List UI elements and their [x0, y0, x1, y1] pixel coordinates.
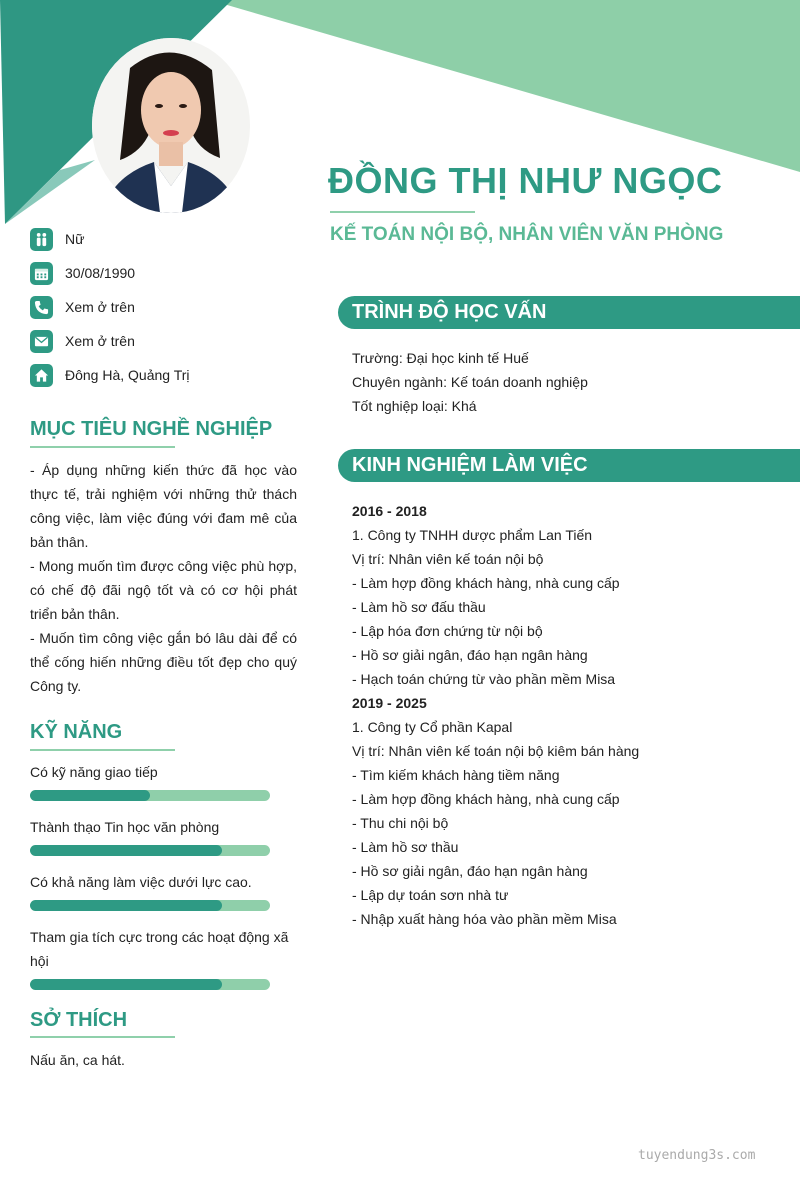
- home-icon: [30, 364, 53, 387]
- contact-birthday: [30, 256, 310, 290]
- avatar: [92, 38, 250, 213]
- job-line: Vị trí: Nhân viên kế toán nội bộ kiêm bán hàng: [352, 743, 640, 759]
- phone-text: Xem ở trên: [65, 299, 135, 315]
- job-line: Vị trí: Nhân viên kế toán nội bộ: [352, 551, 544, 567]
- skill-item: [30, 815, 300, 856]
- skill-item: [30, 925, 300, 990]
- skill-label: Có khả năng làm việc dưới lực cao.: [30, 874, 252, 890]
- job-line: - Làm hợp đồng khách hàng, nhà cung cấp: [352, 791, 620, 807]
- contact-gender: [30, 222, 310, 256]
- objective-paragraph: - Mong muốn tìm được công việc phù hợp, có chế độ đãi ngộ tốt và có cơ hội phát triển bản thân.: [30, 558, 297, 622]
- skill-item: [30, 870, 300, 911]
- job-line: 1. Công ty TNHH dược phẩm Lan Tiến: [352, 527, 593, 543]
- hobbies-heading: SỞ THÍCH: [30, 1009, 128, 1031]
- contact-email: [30, 324, 310, 358]
- phone-icon: [30, 296, 53, 319]
- skill-bar-fill: [30, 900, 222, 911]
- skill-label: Có kỹ năng giao tiếp: [30, 764, 158, 780]
- address-text: Đông Hà, Quảng Trị: [65, 367, 190, 383]
- gender-icon: [30, 228, 53, 251]
- experience-details: [352, 499, 782, 931]
- skill-label: Thành thạo Tin học văn phòng: [30, 819, 220, 835]
- job-line: - Hồ sơ giải ngân, đáo hạn ngân hàng: [352, 647, 588, 663]
- education-line: Tốt nghiệp loại: Khá: [352, 398, 477, 414]
- job-title: KẾ TOÁN NỘI BỘ, NHÂN VIÊN VĂN PHÒNG: [330, 224, 724, 245]
- skill-bar: [30, 845, 270, 856]
- hobbies-divider: [30, 1036, 175, 1038]
- contact-address: [30, 358, 310, 392]
- objective-divider: [30, 446, 175, 448]
- job-line: - Làm hợp đồng khách hàng, nhà cung cấp: [352, 575, 620, 591]
- education-line: Chuyên ngành: Kế toán doanh nghiệp: [352, 374, 588, 390]
- experience-heading: KINH NGHIỆM LÀM VIỆC: [338, 449, 800, 482]
- skill-item: [30, 760, 300, 801]
- education-heading: TRÌNH ĐỘ HỌC VẤN: [338, 296, 800, 329]
- candidate-name: ĐỒNG THỊ NHƯ NGỌC: [328, 160, 723, 201]
- contact-list: [30, 222, 310, 392]
- objective-paragraph: - Muốn tìm công việc gắn bó lâu dài để có thể cống hiến những điều tốt đẹp cho quý Công ty.: [30, 630, 297, 694]
- job-line: - Thu chi nội bộ: [352, 815, 449, 831]
- job-line: - Hạch toán chứng từ vào phần mềm Misa: [352, 671, 616, 687]
- email-icon: [30, 330, 53, 353]
- email-text: Xem ở trên: [65, 333, 135, 349]
- job-line: - Làm hồ sơ thầu: [352, 839, 459, 855]
- job-years: 2019 - 2025: [352, 695, 427, 711]
- skill-bar-fill: [30, 790, 150, 801]
- job-line: - Lập hóa đơn chứng từ nội bộ: [352, 623, 543, 639]
- skills-heading: KỸ NĂNG: [30, 721, 123, 743]
- job-line: - Làm hồ sơ đấu thầu: [352, 599, 486, 615]
- hobbies-text: Nấu ăn, ca hát.: [30, 1052, 125, 1068]
- job-line: - Hồ sơ giải ngân, đáo hạn ngân hàng: [352, 863, 588, 879]
- gender-text: Nữ: [65, 231, 85, 247]
- skill-bar-fill: [30, 979, 222, 990]
- job-line: - Tìm kiếm khách hàng tiềm năng: [352, 767, 560, 783]
- skills-divider: [30, 749, 175, 751]
- name-divider: [330, 211, 475, 213]
- skill-bar: [30, 900, 270, 911]
- objective-paragraph: - Áp dụng những kiến thức đã học vào thực tế, trải nghiệm với những thử thách công việc, làm việc đúng với đam mê của bản thân.: [30, 462, 297, 550]
- objective-heading: MỤC TIÊU NGHỀ NGHIỆP: [30, 418, 273, 440]
- objective-text: [30, 458, 297, 698]
- contact-phone: [30, 290, 310, 324]
- skill-bar: [30, 790, 270, 801]
- skill-bar-fill: [30, 845, 222, 856]
- watermark: tuyendung3s.com: [638, 1148, 756, 1163]
- birthday-text: 30/08/1990: [65, 265, 136, 281]
- education-line: Trường: Đại học kinh tế Huế: [352, 350, 529, 366]
- job-line: 1. Công ty Cổ phần Kapal: [352, 719, 513, 735]
- job-line: - Lập dự toán sơn nhà tư: [352, 887, 509, 903]
- education-details: [352, 346, 588, 418]
- calendar-icon: [30, 262, 53, 285]
- skill-bar: [30, 979, 270, 990]
- skills-list: [30, 760, 300, 990]
- skill-label: Tham gia tích cực trong các hoạt động xã hội: [30, 929, 289, 969]
- job-years: 2016 - 2018: [352, 503, 427, 519]
- job-line: - Nhập xuất hàng hóa vào phần mềm Misa: [352, 911, 617, 927]
